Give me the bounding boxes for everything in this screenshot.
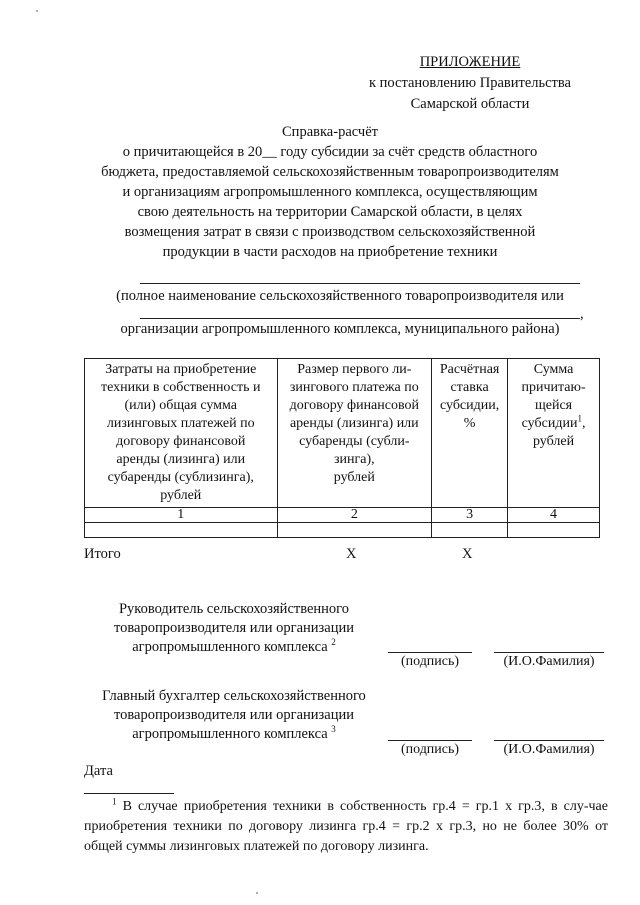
header-text: аренды (лизинга) или bbox=[116, 452, 246, 467]
footnote-ref-3: 3 bbox=[331, 724, 336, 735]
signature-label-line bbox=[84, 725, 384, 744]
header-text: субаренды (субли- bbox=[299, 434, 410, 449]
header-text: техники в собственность и bbox=[101, 380, 261, 395]
header-text: % bbox=[463, 416, 476, 431]
accountant-name-line[interactable] bbox=[494, 740, 604, 741]
header-rate bbox=[432, 359, 508, 508]
document-title-block bbox=[70, 122, 590, 262]
header-text: зингового платежа по bbox=[289, 380, 419, 395]
table-data-row bbox=[85, 523, 600, 538]
header-text: Расчётная bbox=[439, 362, 500, 377]
head-signature-caption: (подпись) bbox=[400, 654, 460, 669]
header-costs bbox=[85, 359, 278, 508]
header-text: договору финансовой bbox=[289, 398, 419, 413]
header-text: лизинговых платежей по bbox=[106, 416, 255, 431]
column-number: 1 bbox=[85, 508, 278, 523]
head-signature-line[interactable] bbox=[388, 652, 472, 653]
accountant-signature-label bbox=[84, 687, 384, 744]
footnote-ref-2: 2 bbox=[331, 637, 336, 648]
table-cell[interactable] bbox=[85, 523, 278, 538]
accountant-signature-caption: (подпись) bbox=[400, 742, 460, 757]
signature-label-line bbox=[84, 638, 384, 657]
scan-speck bbox=[256, 892, 258, 894]
head-signature-label bbox=[84, 600, 384, 657]
header-text: причитаю- bbox=[521, 380, 586, 395]
description-line: о причитающейся в 20__ году субсидии за счёт средств областного bbox=[122, 144, 538, 160]
signature-label-text: агропромышленного комплекса bbox=[132, 639, 328, 655]
table-cell[interactable] bbox=[277, 523, 432, 538]
header-text: Размер первого ли- bbox=[297, 362, 412, 377]
document-title: Справка-расчёт bbox=[282, 124, 378, 140]
total-mark-col3: Х bbox=[462, 546, 473, 562]
header-subsidy-sum bbox=[508, 359, 600, 508]
name-hint-line-1: (полное наименование сельскохозяйственного товаропроизводителя или bbox=[116, 288, 564, 304]
header-text: субаренды (сублизинга), bbox=[107, 470, 254, 485]
appendix-title: ПРИЛОЖЕНИЕ bbox=[419, 54, 521, 70]
appendix-line-3: Самарской области bbox=[410, 96, 530, 112]
footnote-number: 1 bbox=[112, 796, 117, 807]
header-text: рублей bbox=[333, 470, 375, 485]
header-text: Сумма bbox=[533, 362, 574, 377]
footnote-ref-1: 1 bbox=[577, 413, 582, 424]
signature-label-line: Главный бухгалтер сельскохозяйственного bbox=[102, 688, 366, 704]
description-line: бюджета, предоставляемой сельскохозяйственным товаропроизводителям bbox=[101, 164, 559, 180]
scan-speck bbox=[36, 10, 38, 12]
table-cell[interactable] bbox=[432, 523, 508, 538]
column-number: 4 bbox=[508, 508, 600, 523]
description-line: свою деятельность на территории Самарской области, в целях bbox=[137, 204, 523, 220]
footnote-text: В случае приобретения техники в собственность гр.4 = гр.1 х гр.3, в слу-чае приобретения техники по договору лизинга гр.4 = гр.2 х гр.3, но не более 30% от общей суммы лизинговых платежей по договору лизинга. bbox=[84, 799, 608, 854]
footnote-1 bbox=[84, 797, 608, 857]
table-number-row bbox=[85, 508, 600, 523]
name-fill-line-2 bbox=[140, 318, 580, 319]
date-label: Дата bbox=[84, 763, 113, 779]
name-fill-line-1 bbox=[140, 283, 580, 284]
header-text: аренды (лизинга) или bbox=[289, 416, 419, 431]
table-header-row bbox=[85, 359, 600, 508]
appendix-line-2: к постановлению Правительства bbox=[369, 75, 571, 91]
head-name-caption: (И.О.Фамилия) bbox=[503, 654, 595, 669]
description-line: возмещения затрат в связи с производством сельскохозяйственной bbox=[124, 224, 536, 240]
total-mark-col2: Х bbox=[346, 546, 357, 562]
header-text: , bbox=[581, 416, 586, 431]
header-text: рублей bbox=[532, 434, 575, 449]
header-text: рублей bbox=[160, 488, 202, 503]
name-hint-comma: , bbox=[580, 306, 584, 322]
accountant-signature-line[interactable] bbox=[388, 740, 472, 741]
header-text: зинга), bbox=[334, 452, 375, 467]
header-text: Затраты на приобретение bbox=[105, 362, 257, 377]
signature-label-line: товаропроизводителя или организации bbox=[114, 620, 354, 636]
signature-label-line: товаропроизводителя или организации bbox=[114, 707, 354, 723]
header-text: субсидии bbox=[521, 416, 578, 431]
column-number: 2 bbox=[277, 508, 432, 523]
signature-label-line: Руководитель сельскохозяйственного bbox=[118, 601, 350, 617]
table-cell[interactable] bbox=[508, 523, 600, 538]
description-line: продукции в части расходов на приобретение техники bbox=[162, 244, 498, 260]
subsidy-calculation-table bbox=[84, 358, 600, 538]
header-text: щейся bbox=[534, 398, 573, 413]
signature-label-text: агропромышленного комплекса bbox=[132, 726, 328, 742]
description-line: и организациям агропромышленного комплекса, осуществляющим bbox=[122, 184, 538, 200]
column-number: 3 bbox=[432, 508, 508, 523]
head-name-line[interactable] bbox=[494, 652, 604, 653]
header-text bbox=[511, 415, 596, 433]
header-text: ставка bbox=[450, 380, 489, 395]
header-text: договору финансовой bbox=[116, 434, 246, 449]
footnote-separator bbox=[84, 793, 174, 794]
header-first-payment bbox=[277, 359, 432, 508]
header-text: субсидии, bbox=[439, 398, 500, 413]
total-label: Итого bbox=[84, 546, 121, 562]
header-text: (или) общая сумма bbox=[124, 398, 238, 413]
name-hint-line-2: организации агропромышленного комплекса, муниципального района) bbox=[120, 321, 560, 337]
appendix-header bbox=[330, 52, 610, 115]
accountant-name-caption: (И.О.Фамилия) bbox=[503, 742, 595, 757]
